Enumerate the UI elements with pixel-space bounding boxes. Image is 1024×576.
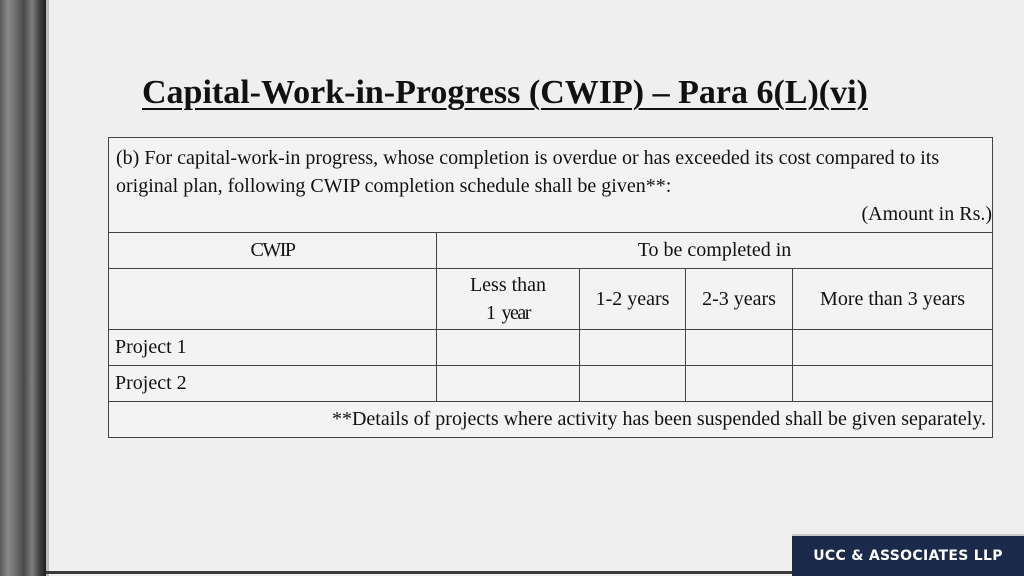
- table-row: [109, 366, 993, 402]
- footnote-text: **Details of projects where activity has been suspended shall be given separately.: [109, 402, 993, 438]
- project-1-cell-p2: [580, 330, 686, 366]
- intro-row: [109, 138, 993, 233]
- cwip-schedule-table: [108, 137, 993, 438]
- period-less-than-line1: Less than: [469, 274, 547, 296]
- footnote-row: [109, 402, 993, 438]
- intro-cell: [109, 138, 993, 233]
- period-empty-cell: [109, 269, 437, 330]
- intro-text: (b) For capital-work-in progress, whose completion is overdue or has exceeded its cost compared to its original plan, following CWIP completion schedule shall be given**:: [116, 147, 940, 197]
- period-less-than-1-year: [437, 269, 580, 330]
- slide-title: Capital-Work-in-Progress (CWIP) – Para 6(L)(vi): [142, 74, 868, 111]
- left-decorative-bar: [0, 0, 46, 576]
- period-less-than-line2: 1 year: [486, 302, 530, 324]
- brand-name: UCC & ASSOCIATES LLP: [813, 548, 1003, 564]
- amount-note: (Amount in Rs.): [861, 203, 993, 225]
- period-2-3-years: 2-3 years: [686, 269, 793, 330]
- header-cwip: CWIP: [109, 233, 437, 269]
- project-1-cell-p1: [437, 330, 580, 366]
- period-header-row: [109, 269, 993, 330]
- period-1-2-years: 1-2 years: [580, 269, 686, 330]
- project-1-cell-p3: [686, 330, 793, 366]
- header-row: [109, 233, 993, 269]
- project-2-cell-p4: [793, 366, 993, 402]
- project-1-label: Project 1: [109, 330, 437, 366]
- project-2-cell-p1: [437, 366, 580, 402]
- project-1-cell-p4: [793, 330, 993, 366]
- brand-footer: [792, 534, 1024, 576]
- project-2-cell-p2: [580, 366, 686, 402]
- table-row: [109, 330, 993, 366]
- project-2-label: Project 2: [109, 366, 437, 402]
- project-2-cell-p3: [686, 366, 793, 402]
- period-more-than-3-years: More than 3 years: [793, 269, 993, 330]
- header-to-be-completed: To be completed in: [437, 233, 993, 269]
